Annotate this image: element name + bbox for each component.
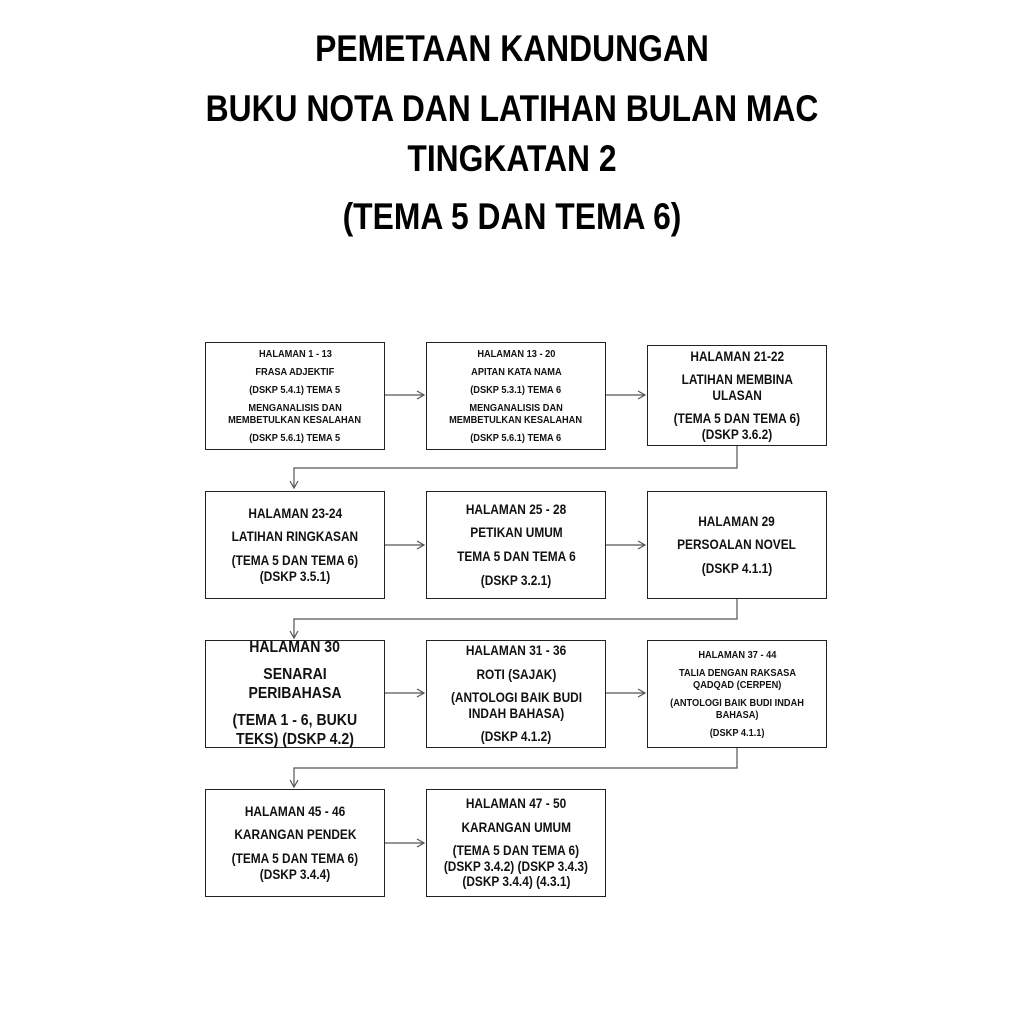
- box-halaman-25-28: [426, 491, 606, 599]
- box-line: PETIKAN UMUM: [469, 525, 563, 541]
- box-halaman-29: [647, 491, 827, 599]
- box-line: ULASAN: [712, 387, 762, 403]
- box-line: (ANTOLOGI BAIK BUDI: [450, 690, 582, 706]
- box-line: (TEMA 5 DAN TEMA 6): [231, 553, 359, 568]
- box-halaman-23-24: [205, 491, 385, 599]
- box-line: HALAMAN 23-24: [248, 505, 342, 521]
- box-halaman-45-46: [205, 789, 385, 897]
- box-line: APITAN KATA NAMA: [470, 365, 562, 378]
- box-line: HALAMAN 45 - 46: [244, 803, 346, 819]
- box-line: (DSKP 3.4.2) (DSKP 3.4.3): [443, 858, 589, 874]
- box-line: (TEMA 5 DAN TEMA 6): [452, 843, 580, 859]
- box-line: HALAMAN 31 - 36: [465, 643, 567, 659]
- box-halaman-30: [205, 640, 385, 748]
- box-line: (DSKP 3.6.2): [701, 426, 773, 442]
- box-line: HALAMAN 47 - 50: [465, 796, 567, 812]
- box-line: (DSKP 5.3.1) TEMA 6: [470, 383, 562, 396]
- box-line: (DSKP 5.6.1) TEMA 5: [249, 432, 341, 445]
- box-line: (DSKP 4.1.1): [709, 727, 765, 740]
- box-line: QADQAD (CERPEN): [692, 678, 782, 691]
- box-line: ROTI (SAJAK): [476, 666, 556, 682]
- title-line-3: TINGKATAN 2: [407, 138, 617, 179]
- box-line: TEMA 5 DAN TEMA 6: [456, 549, 576, 564]
- box-line: (DSKP 3.4.4): [259, 866, 331, 882]
- box-line: BAHASA): [715, 709, 759, 722]
- box-line: (DSKP 3.2.1): [480, 572, 552, 588]
- box-line: TEKS) (DSKP 4.2): [236, 730, 354, 748]
- box-line: (DSKP 4.1.2): [480, 729, 552, 745]
- box-line: HALAMAN 13 - 20: [476, 347, 556, 360]
- box-halaman-37-44: [647, 640, 827, 748]
- box-line: MENGANALISIS DAN: [248, 402, 342, 414]
- box-line: MEMBETULKAN KESALAHAN: [228, 414, 362, 427]
- box-line: (TEMA 1 - 6, BUKU: [232, 712, 358, 730]
- box-line: HALAMAN 37 - 44: [697, 648, 777, 661]
- box-line: PERSOALAN NOVEL: [677, 537, 797, 553]
- box-halaman-47-50: [426, 789, 606, 897]
- box-line: FRASA ADJEKTIF: [255, 365, 335, 378]
- box-line: (DSKP 4.1.1): [701, 560, 773, 576]
- title-line-1: PEMETAAN KANDUNGAN: [315, 28, 709, 69]
- box-line: MEMBETULKAN KESALAHAN: [449, 414, 583, 427]
- box-line: (DSKP 3.5.1): [259, 568, 331, 584]
- box-line: HALAMAN 29: [698, 513, 776, 529]
- box-line: INDAH BAHASA): [468, 705, 564, 721]
- box-line: (TEMA 5 DAN TEMA 6): [673, 411, 801, 427]
- box-line: (DSKP 5.4.1) TEMA 5: [249, 383, 341, 396]
- box-line: HALAMAN 30: [249, 639, 341, 657]
- title-line-4: (TEMA 5 DAN TEMA 6): [342, 196, 682, 237]
- box-line: HALAMAN 1 - 13: [258, 347, 332, 360]
- box-line: HALAMAN 25 - 28: [465, 501, 567, 517]
- box-line: SENARAI PERIBAHASA: [248, 666, 342, 702]
- box-line: KARANGAN UMUM: [461, 819, 571, 835]
- box-line: MENGANALISIS DAN: [469, 402, 563, 414]
- box-line: (ANTOLOGI BAIK BUDI INDAH: [670, 697, 804, 709]
- box-halaman-31-36: [426, 640, 606, 748]
- box-line: (TEMA 5 DAN TEMA 6): [231, 851, 359, 866]
- box-line: LATIHAN RINGKASAN: [231, 529, 359, 545]
- box-line: KARANGAN PENDEK: [233, 827, 357, 843]
- box-line: HALAMAN 21-22: [690, 348, 784, 364]
- box-line: TALIA DENGAN RAKSASA: [678, 666, 796, 679]
- box-line: (DSKP 3.4.4) (4.3.1): [461, 874, 571, 890]
- title-line-2: BUKU NOTA DAN LATIHAN BULAN MAC: [205, 88, 819, 129]
- box-line: (DSKP 5.6.1) TEMA 6: [470, 432, 562, 445]
- box-halaman-1-13: [205, 342, 385, 450]
- box-line: LATIHAN MEMBINA: [681, 372, 793, 388]
- box-halaman-21-22: [647, 345, 827, 446]
- box-halaman-13-20: [426, 342, 606, 450]
